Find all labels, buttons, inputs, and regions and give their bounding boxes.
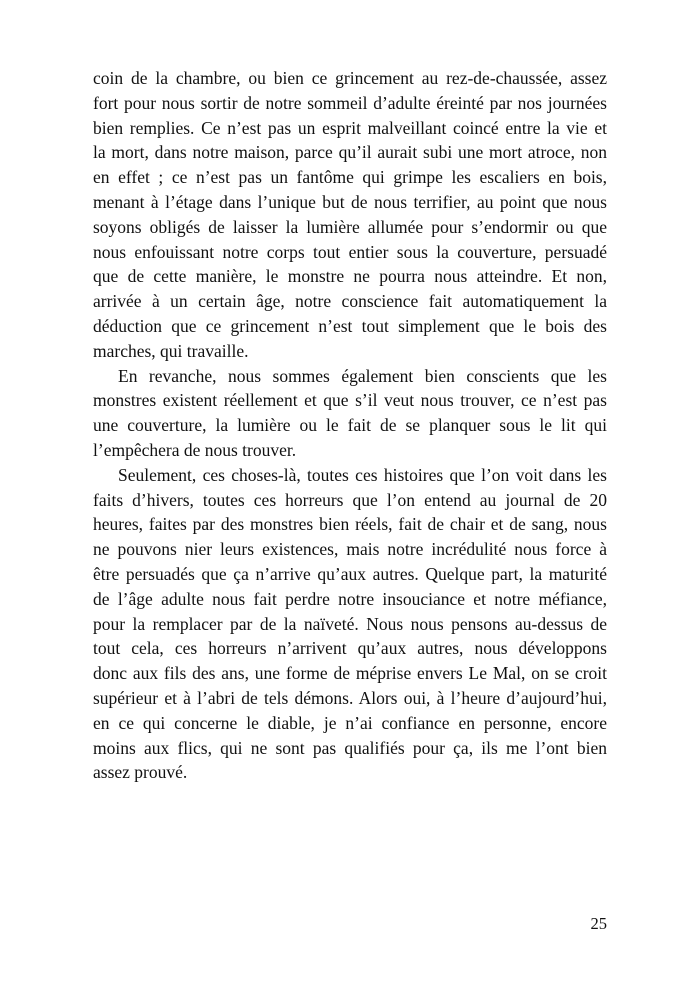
text-line: marches, qui travaille. — [93, 340, 249, 361]
text-line: moins aux flics, qui ne sont pas qualifiés pour ça, ils me l’ont bien — [93, 737, 607, 758]
text-line: monstres existent réellement et que s’il veut nous trouver, ce n’est pas — [93, 390, 607, 411]
text-line: heures, faites par des monstres bien réels, fait de chair et de sang, nous — [93, 514, 607, 535]
text-line: donc aux fils des ans, une forme de méprise envers Le Mal, on se croit — [93, 663, 607, 684]
text-line: que de cette manière, le monstre ne pourra nous atteindre. Et non, — [93, 266, 607, 287]
text-block — [93, 66, 607, 785]
text-line: arrivée à un certain âge, notre conscience fait automatiquement la — [93, 291, 607, 312]
text-line: être persuadés que ça n’arrive qu’aux autres. Quelque part, la maturité — [93, 563, 607, 584]
text-line: supérieur et à l’abri de tels démons. Alors oui, à l’heure d’aujourd’hui, — [93, 687, 607, 708]
text-line: assez prouvé. — [93, 762, 188, 783]
text-line: menant à l’étage dans l’unique but de nous terrifier, au point que nous — [93, 191, 607, 212]
text-line: ne pouvons nier leurs existences, mais notre incrédulité nous force à — [93, 539, 607, 560]
text-line: Seulement, ces choses-là, toutes ces histoires que l’on voit dans les — [118, 464, 607, 485]
text-line: fort pour nous sortir de notre sommeil d’adulte éreinté par nos journées — [93, 92, 607, 113]
text-line: bien remplies. Ce n’est pas un esprit malveillant coincé entre la vie et — [93, 117, 607, 138]
text-line: déduction que ce grincement n’est tout simplement que le bois des — [93, 315, 607, 336]
paragraph — [93, 364, 607, 463]
text-line: pour la remplacer par de la naïveté. Nous nous pensons au-dessus de — [93, 613, 607, 634]
text-line: une couverture, la lumière ou le fait de se planquer sous le lit qui — [93, 415, 607, 436]
text-line: nous enfouissant notre corps tout entier sous la couverture, persuadé — [93, 241, 607, 262]
text-line: faits d’hivers, toutes ces horreurs que l’on entend au journal de 20 — [93, 489, 607, 510]
text-line: la mort, dans notre maison, parce qu’il aurait subi une mort atroce, non — [93, 142, 607, 163]
page-number: 25 — [590, 914, 607, 933]
paragraph — [93, 66, 607, 364]
paragraph — [93, 463, 607, 785]
text-line: coin de la chambre, ou bien ce grincement au rez-de-chaussée, assez — [93, 68, 607, 88]
text-line: tout cela, ces horreurs n’arrivent qu’aux autres, nous développons — [93, 638, 607, 659]
text-line: soyons obligés de laisser la lumière allumée pour s’endormir ou que — [93, 216, 607, 237]
text-line: l’empêchera de nous trouver. — [93, 439, 297, 460]
text-line: en effet ; ce n’est pas un fantôme qui grimpe les escaliers en bois, — [93, 167, 607, 188]
text-line: En revanche, nous sommes également bien conscients que les — [118, 365, 607, 386]
text-line: de l’âge adulte nous fait perdre notre insouciance et notre méfiance, — [93, 588, 607, 609]
text-line: en ce qui concerne le diable, je n’ai confiance en personne, encore — [93, 712, 607, 733]
